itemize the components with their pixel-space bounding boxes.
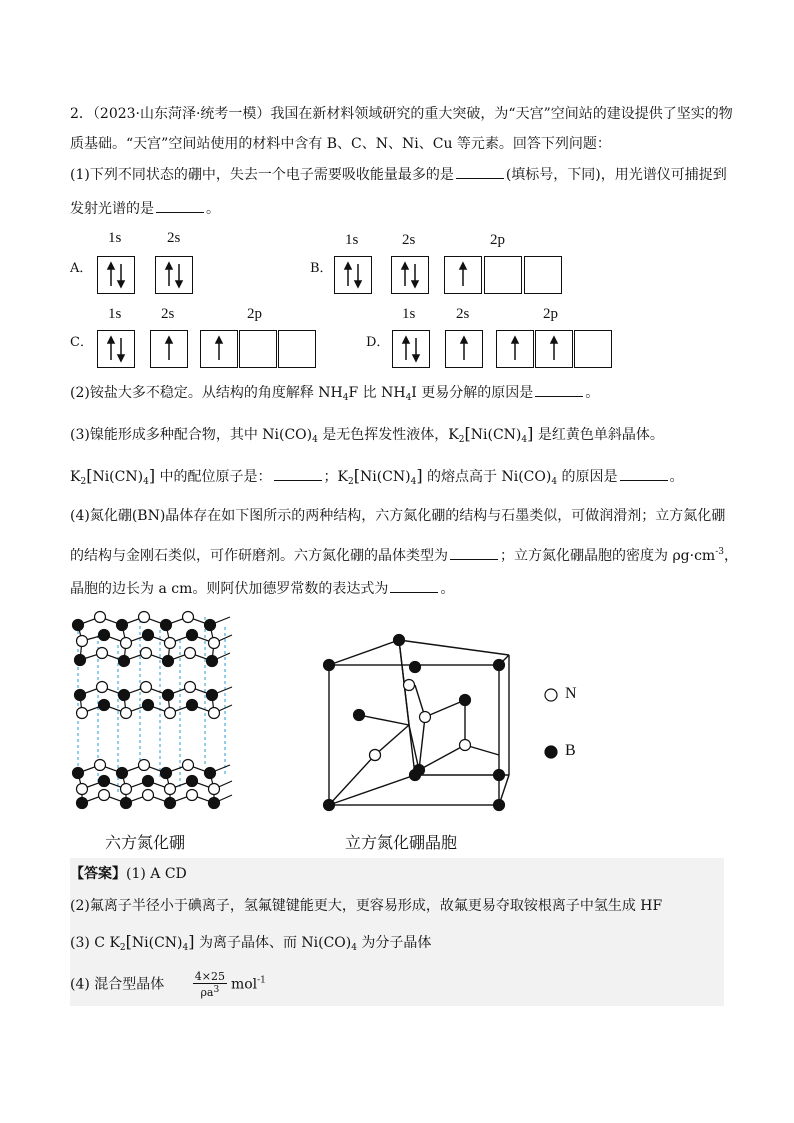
orbital-label: 2p — [490, 232, 505, 248]
hexagonal-bn-diagram — [60, 605, 260, 815]
orbital-box — [484, 256, 522, 294]
answer-line-4: (4) 混合型晶体 $\frac{4\times 25}{\rho a^3}$ mol$^{-1}$ — [70, 970, 266, 999]
answer-line-1: 【答案】(1) A CD — [70, 866, 187, 882]
answer-line-3: (3) C $K_2[Ni(CN)_4]$ 为离子晶体、而 $Ni(CO)_4$ 为分子晶体 — [70, 932, 432, 953]
answer-blank[interactable] — [156, 198, 204, 213]
electron-up-icon — [445, 257, 481, 293]
orbital-box — [444, 256, 482, 294]
answer-tag: 【答案】 — [70, 866, 126, 882]
orbital-box — [155, 256, 193, 294]
answer-blank[interactable] — [274, 466, 322, 481]
part-4-line-3: 晶胞的边长为 a cm。则阿伏加德罗常数的表达式为 。 — [70, 578, 454, 599]
orbital-box — [278, 330, 316, 368]
fraction: $\frac{4\times 25}{\rho a^3}$ — [194, 970, 225, 999]
orbital-box — [445, 330, 483, 368]
answer-blank[interactable] — [450, 545, 498, 560]
answer-blank[interactable] — [620, 466, 668, 481]
legend-n-label: N — [565, 685, 577, 702]
option-label: A． — [70, 261, 93, 276]
legend-b-label: B — [565, 742, 576, 759]
orbital-box — [150, 330, 188, 368]
option-label: D． — [366, 335, 390, 350]
option-label: C． — [70, 335, 93, 350]
electron-pair-icon — [98, 331, 134, 367]
electron-pair-icon — [335, 257, 371, 293]
question-stem-line-1: 2．（2023·山东菏泽·统考一模）我国在新材料领域研究的重大突破，为“天宫”空间站的建设提供了坚实的物 — [70, 106, 733, 122]
orbital-label: 2s — [402, 232, 416, 248]
orbital-label: 1s — [108, 306, 122, 322]
electron-up-icon — [201, 331, 237, 367]
orbital-box — [574, 330, 612, 368]
part-3-line-2: $K_2[Ni(CN)_4]$ 中的配位原子是： ；$K_2[Ni(CN)_4]$ 的熔点高于 $Ni(CO)_4$ 的原因是 。 — [70, 466, 684, 487]
electron-up-icon — [536, 331, 572, 367]
cubic-bn-unit-cell-diagram — [315, 625, 525, 815]
answer-blank[interactable] — [456, 164, 504, 179]
part-1-line-1: (1)下列不同状态的硼中，失去一个电子需要吸收能量最多的是 (填标号，下同)，用光谱仪可捕捉到 — [70, 164, 727, 185]
question-stem-line-2: 质基础。“天宫”空间站使用的材料中含有 B、C、N、Ni、Cu 等元素。回答下列问题： — [70, 136, 611, 152]
electron-up-icon — [446, 331, 482, 367]
electron-up-icon — [497, 331, 533, 367]
orbital-box — [524, 256, 562, 294]
part-1-line-2: 发射光谱的是 。 — [70, 198, 220, 219]
part-4-line-1: (4)氮化硼(BN)晶体存在如下图所示的两种结构，六方氮化硼的结构与石墨类似，可做润滑剂；立方氮化硼 — [70, 508, 726, 524]
electron-pair-icon — [393, 331, 429, 367]
orbital-label: 2p — [543, 306, 558, 322]
caption-hexagonal: 六方氮化硼 — [105, 833, 186, 852]
orbital-box — [200, 330, 238, 368]
orbital-label: 1s — [345, 232, 359, 248]
part-3-line-1: (3)镍能形成多种配合物，其中 $Ni(CO)_4$ 是无色挥发性液体，$K_2[Ni(CN)_4]$ 是红黄色单斜晶体。 — [70, 424, 664, 445]
orbital-box — [392, 330, 430, 368]
answer-blank[interactable] — [535, 382, 583, 397]
b-atom-legend-icon — [543, 744, 559, 760]
orbital-label: 2s — [167, 230, 181, 246]
answer-line-2: (2)氟离子半径小于碘离子，氢氟键键能更大，更容易形成，故氟更易夺取铵根离子中氢生成 HF — [70, 898, 663, 914]
orbital-box — [97, 330, 135, 368]
caption-cubic: 立方氮化硼晶胞 — [345, 833, 458, 852]
option-label: B． — [310, 261, 333, 276]
orbital-label: 2p — [247, 306, 262, 322]
n-atom-legend-icon — [543, 687, 559, 703]
orbital-label: 1s — [108, 230, 122, 246]
electron-pair-icon — [156, 257, 192, 293]
answer-blank[interactable] — [390, 578, 438, 593]
orbital-box — [334, 256, 372, 294]
orbital-label: 2s — [161, 306, 175, 322]
orbital-box — [391, 256, 429, 294]
part-4-line-2: 的结构与金刚石类似，可作研磨剂。六方氮化硼的晶体类型为 ；立方氮化硼晶胞的密度为 $\rho g\cdot cm^{-3}$， — [70, 547, 738, 564]
orbital-label: 2s — [456, 306, 470, 322]
part-2-line: (2)铵盐大多不稳定。从结构的角度解释 $NH_4F$ 比 $NH_4I$ 更易分解的原因是 。 — [70, 382, 599, 408]
orbital-box — [496, 330, 534, 368]
orbital-box — [535, 330, 573, 368]
electron-pair-icon — [98, 257, 134, 293]
orbital-box — [97, 256, 135, 294]
orbital-box — [239, 330, 277, 368]
electron-pair-icon — [392, 257, 428, 293]
electron-up-icon — [151, 331, 187, 367]
orbital-label: 1s — [402, 306, 416, 322]
